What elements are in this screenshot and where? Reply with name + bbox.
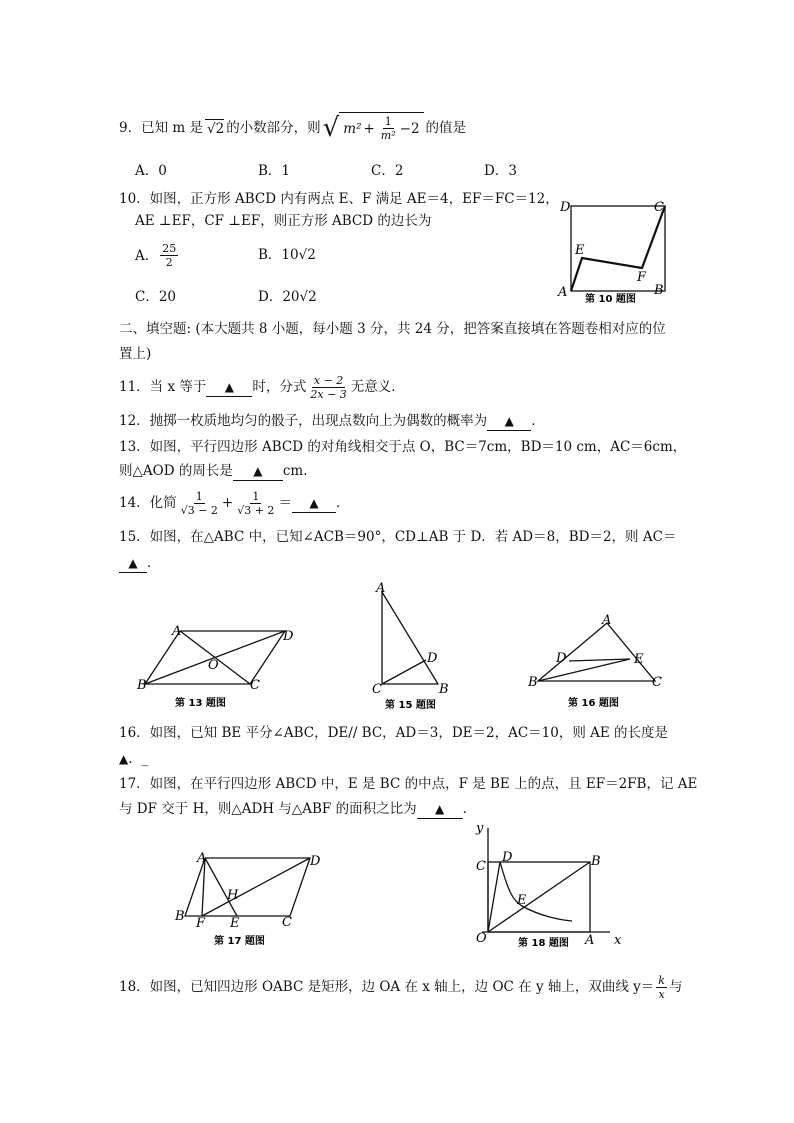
q10-option-d: D．20√2 xyxy=(258,289,317,305)
fig16-label-e: E xyxy=(634,652,644,667)
fig17-label-d: D xyxy=(310,854,321,869)
q10-figure xyxy=(552,196,677,306)
q12: 12．抛掷一枚质地均匀的骰子，出现点数向上为偶数的概率为 ▲ ． xyxy=(119,413,545,429)
q9-option-a: A．0 xyxy=(135,163,167,179)
fig13 xyxy=(136,624,294,709)
fig18-label-b: B xyxy=(591,854,601,869)
fig15-label-d: D xyxy=(427,651,438,666)
section2-line1: 二、填空题: (本大题共 8 小题，每小题 3 分，共 24 分，把答案直接填在答题卷相对应的位 xyxy=(119,321,666,337)
q9-stem-c: 的值是 xyxy=(425,120,467,136)
fig13-label-b: B xyxy=(137,678,147,693)
q10-label-f: F xyxy=(637,270,647,285)
q9-stem-a: 9．已知 m 是 xyxy=(119,120,203,136)
fig18-label-d: D xyxy=(502,850,513,865)
figures-row1 xyxy=(120,578,680,718)
fig18-label-e: E xyxy=(517,893,527,908)
q10-line1: 10．如图，正方形 ABCD 内有两点 E、F 满足 AE＝4，EF＝FC＝12， xyxy=(119,191,559,207)
fig17-label-b: B xyxy=(175,909,185,924)
q9-radical: √ m² + $\frac{1}{\text{m²}}$ −2 xyxy=(323,112,424,144)
q9-stem xyxy=(119,110,466,146)
q16-line1: 16．如图，已知 BE 平分∠ABC，DE// BC，AD＝3，DE＝2，AC＝10，则 AE 的长度是 xyxy=(119,725,669,741)
fig18-label-o: O xyxy=(476,931,487,946)
q10-label-e: E xyxy=(575,243,585,258)
fig15 xyxy=(372,581,449,711)
fig17-caption: 第 17 题图 xyxy=(214,936,265,947)
q11: 11．当 x 等于 ▲ 时，分式 $\frac{x - 2}{2x - 3}$ 无意义． xyxy=(119,373,405,401)
q15-line1: 15．如图，在△ABC 中，已知∠ACB＝90°，CD⊥AB 于 D．若 AD＝8，BD＝2，则 AC＝ xyxy=(119,529,677,545)
fig18-label-y: y xyxy=(476,821,484,836)
figures-row2 xyxy=(120,820,640,955)
q13-answer-blank: ▲ xyxy=(233,462,283,481)
q18: 18．如图，已知四边形 OABC 是矩形，边 OA 在 x 轴上，边 OC 在 y 轴上，双曲线 y＝ $\frac{k}{x}$ 与 xyxy=(119,973,683,1001)
fig17 xyxy=(174,851,321,947)
q16-line2: ▲．_ xyxy=(119,751,149,767)
fig17-label-h: H xyxy=(227,888,239,903)
section2-line2: 置上) xyxy=(119,346,152,362)
q10-label-c: C xyxy=(654,200,664,215)
fig18-label-c: C xyxy=(476,859,486,874)
fig16-label-c: C xyxy=(652,675,662,690)
fig17-label-f: F xyxy=(196,916,206,931)
fig16-label-b: B xyxy=(528,675,538,690)
fig16-caption: 第 16 题图 xyxy=(568,698,619,709)
q9-m2: m² xyxy=(343,120,362,137)
fig15-label-b: B xyxy=(439,682,449,697)
q12-answer-blank: ▲ xyxy=(487,412,531,431)
q13-line2: 则△AOD 的周长是 ▲ cm. xyxy=(119,463,308,479)
q11-answer-blank: ▲ xyxy=(206,378,252,397)
fig15-caption: 第 15 题图 xyxy=(385,700,436,711)
q15-answer-blank: ▲ xyxy=(119,554,147,573)
q10-option-c: C．20 xyxy=(135,289,177,305)
q9-stem-b: 的小数部分，则 xyxy=(226,120,321,136)
fig18 xyxy=(475,821,622,949)
fig15-label-c: C xyxy=(372,682,382,697)
fig15-label-a: A xyxy=(376,581,386,596)
fig17-label-c: C xyxy=(282,915,292,930)
fig18-caption: 第 18 题图 xyxy=(518,938,569,949)
q9-sqrt2: √2 xyxy=(206,120,225,137)
q10-caption: 第 10 题图 xyxy=(585,294,636,305)
fig13-caption: 第 13 题图 xyxy=(175,698,226,709)
q9-option-c: C．2 xyxy=(371,163,404,179)
q9-option-d: D．3 xyxy=(484,163,517,179)
q10-label-b: B xyxy=(654,283,664,298)
q14: 14．化简 $\frac{1}{√3 - 2}$ + $\frac{1}{√3 + 2}$ ＝ ▲ ． xyxy=(119,489,350,517)
q10-label-a: A xyxy=(558,285,568,300)
q10-option-a: A． $\frac{25}{2}$ xyxy=(135,242,177,269)
fig17-label-a: A xyxy=(197,851,207,866)
fig16 xyxy=(527,613,662,709)
q10-square xyxy=(571,206,665,291)
q10-path-aefc xyxy=(571,206,665,291)
fig13-label-d: D xyxy=(283,629,294,644)
q17-line2: 与 DF 交于 H，则△ADH 与△ABF 的面积之比为 ▲ ． xyxy=(119,801,477,817)
fig16-label-d: D xyxy=(556,651,567,666)
q17-line1: 17．如图，在平行四边形 ABCD 中，E 是 BC 的中点，F 是 BE 上的点，且 EF＝2FB，记 AE xyxy=(119,776,698,792)
q10-label-d: D xyxy=(560,200,571,215)
fig18-label-a: A xyxy=(585,933,595,948)
q17-answer-blank: ▲ xyxy=(417,800,463,819)
q13-line1: 13．如图，平行四边形 ABCD 的对角线相交于点 O，BC＝7cm，BD＝10 cm，AC＝6cm， xyxy=(119,439,687,455)
q15-line2: ▲ ． xyxy=(119,554,161,573)
q16-answer-blank: ▲ xyxy=(119,752,129,766)
fig18-label-x: x xyxy=(614,933,622,948)
fig13-label-c: C xyxy=(250,678,260,693)
fig16-label-a: A xyxy=(602,613,612,628)
q10-line2: AE ⊥EF，CF ⊥EF，则正方形 ABCD 的边长为 xyxy=(135,213,432,229)
q14-answer-blank: ▲ xyxy=(292,494,336,513)
fig13-label-a: A xyxy=(172,624,182,639)
q9-option-b: B．1 xyxy=(258,163,291,179)
q10-option-b: B．10√2 xyxy=(258,247,316,263)
fig13-label-o: O xyxy=(208,658,219,673)
fig17-label-e: E xyxy=(230,916,240,931)
